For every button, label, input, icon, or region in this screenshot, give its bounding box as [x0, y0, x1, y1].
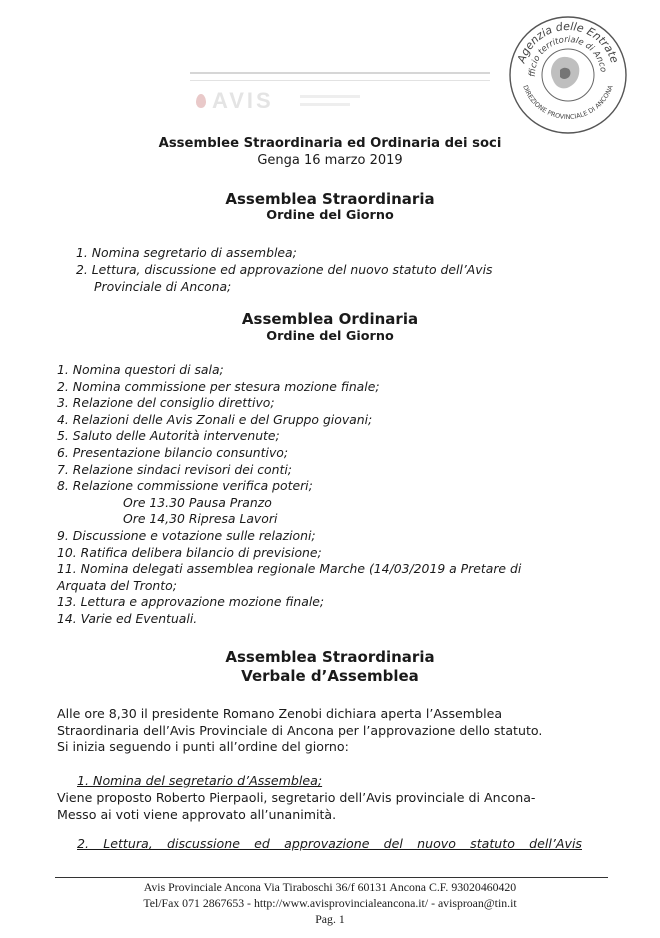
list-item: 6. Presentazione bilancio consuntivo;: [57, 444, 289, 460]
list-item: 10. Ratifica delibera bilancio di previsione;: [57, 544, 322, 560]
paragraph-line: Messo ai voti viene approvato all’unanimità.: [57, 806, 337, 822]
list-item: Arquata del Tronto;: [57, 577, 177, 593]
section2-subtitle: Ordine del Giorno: [266, 329, 394, 344]
letterhead-faded-text: [300, 95, 360, 98]
paragraph-line: Viene proposto Roberto Pierpaoli, segretario dell’Avis provinciale di Ancona-: [57, 790, 536, 805]
document-title: Assemblee Straordinaria ed Ordinaria dei soci: [158, 136, 502, 151]
list-item: 1. Nomina segretario di assemblea;: [76, 245, 297, 260]
list-item: 2. Nomina commissione per stesura mozione finale;: [57, 378, 380, 394]
letterhead-rule: [190, 80, 490, 81]
list-item: Provinciale di Ancona;: [94, 279, 232, 294]
stamp-seal-icon: [505, 12, 631, 138]
section3-subtitle: Verbale d’Assemblea: [241, 667, 419, 685]
list-item: 3. Relazione del consiglio direttivo;: [57, 395, 275, 411]
point1-text: [57, 790, 535, 823]
list-item: 8. Relazione commissione verifica poteri;: [57, 478, 313, 494]
list-item: 9. Discussione e votazione sulle relazioni;: [57, 527, 316, 543]
section3-title: Assemblea Straordinaria: [225, 648, 435, 666]
list-item: 13. Lettura e approvazione mozione finale;: [57, 594, 325, 610]
section1-title: Assemblea Straordinaria: [225, 190, 435, 208]
stamp-line-1: Agenzia delle Entrate: [514, 19, 622, 65]
letterhead-rule: [190, 72, 490, 74]
section1-subtitle: Ordine del Giorno: [266, 208, 394, 223]
schedule-item: Ore 13.30 Pausa Pranzo: [123, 494, 272, 510]
list-item: 7. Relazione sindaci revisori dei conti;: [57, 461, 292, 477]
stamp-line-2: fficio territoriale di Anco: [527, 34, 608, 78]
minutes-intro: [57, 706, 542, 756]
document-date: Genga 16 marzo 2019: [257, 153, 403, 168]
avis-logo: AVIS: [212, 88, 274, 113]
footer-contacts: Tel/Fax 071 2867653 - http://www.avisprovincialeancona.it/ - avisproan@tin.it: [143, 896, 517, 910]
schedule-item: Ore 14,30 Ripresa Lavori: [123, 511, 278, 527]
svg-text:DIREZIONE PROVINCIALE DI ANCON: [521, 83, 615, 121]
blood-drop-icon: [196, 94, 206, 108]
point2-heading: 2. Lettura, discussione ed approvazione del nuovo statuto dell’Avis: [77, 836, 582, 851]
point1-heading: 1. Nomina del segretario d’Assemblea;: [77, 773, 323, 788]
section2-title: Assemblea Ordinaria: [241, 310, 419, 328]
official-stamp: [505, 12, 631, 138]
section2-agenda: [57, 362, 521, 628]
list-item: 14. Varie ed Eventuali.: [57, 610, 198, 626]
paragraph-line: Alle ore 8,30 il presidente Romano Zenobi dichiara aperta l’Assemblea: [57, 706, 503, 721]
section1-agenda: [76, 244, 493, 295]
list-item: 4. Relazioni delle Avis Zonali e del Gruppo giovani;: [57, 411, 373, 427]
footer-rule: [55, 877, 608, 878]
footer-address: Avis Provinciale Ancona Via Tiraboschi 36/f 60131 Ancona C.F. 93020460420: [143, 880, 517, 894]
page-number: Pag. 1: [315, 912, 345, 926]
list-item: 2. Lettura, discussione ed approvazione del nuovo statuto dell’Avis: [76, 262, 493, 277]
letterhead: [182, 62, 502, 122]
paragraph-line: Si inizia seguendo i punti all’ordine del giorno:: [57, 739, 349, 754]
stamp-line-3: DIREZIONE PROVINCIALE DI ANCONA: [521, 83, 615, 122]
list-item: 1. Nomina questori di sala;: [57, 362, 224, 377]
letterhead-faded-text: [300, 103, 350, 106]
list-item: 11. Nomina delegati assemblea regionale Marche (14/03/2019 a Pretare di: [57, 561, 522, 577]
paragraph-line: Straordinaria dell’Avis Provinciale di Ancona per l’approvazione dello statuto.: [57, 722, 543, 738]
list-item: 5. Saluto delle Autorità intervenute;: [57, 428, 280, 444]
